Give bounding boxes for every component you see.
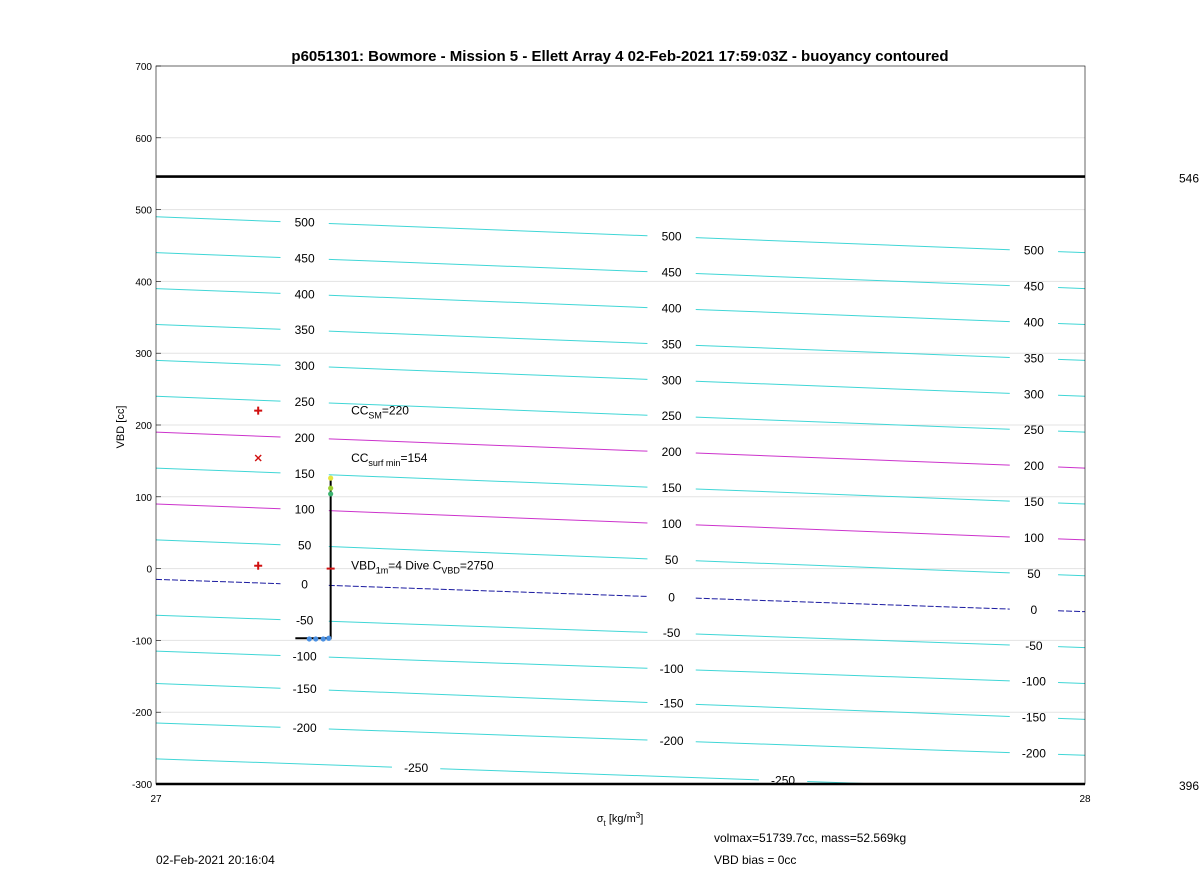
contour-line xyxy=(696,670,1010,681)
contour-line xyxy=(156,217,280,222)
x-axis-label xyxy=(597,811,644,828)
marker-plus xyxy=(254,407,262,415)
contour-lines xyxy=(156,216,1085,788)
annotation-label: $CC_{surf min}=154$ xyxy=(351,451,428,469)
axis-ticks xyxy=(132,62,1091,805)
contour-line xyxy=(329,690,648,702)
contour-label: 50 xyxy=(297,538,312,553)
footer-vbd-bias: VBD bias = 0cc xyxy=(714,853,797,867)
dive-point xyxy=(328,486,333,491)
contour-label: 250 xyxy=(1023,423,1044,438)
contour-line xyxy=(156,759,392,767)
contour-line xyxy=(156,253,280,258)
y-tick-label: 0 xyxy=(146,564,152,576)
contour-label: -100 xyxy=(292,649,317,664)
contour-label: 150 xyxy=(661,481,682,496)
contour-label: -250 xyxy=(771,773,796,788)
contour-line xyxy=(156,289,280,294)
contour-label: 250 xyxy=(294,395,315,410)
contour-label: 400 xyxy=(661,301,682,316)
contour-label: 100 xyxy=(1023,530,1044,545)
contour-line xyxy=(329,439,648,451)
contour-line xyxy=(1058,323,1085,324)
marker-cross xyxy=(255,455,261,461)
contour-label: 500 xyxy=(294,215,315,230)
contour-line xyxy=(329,367,648,379)
threshold-label: 546 xyxy=(1178,171,1199,186)
contour-line xyxy=(1058,395,1085,396)
contour-label: -250 xyxy=(404,760,429,775)
contour-label: 50 xyxy=(664,552,679,567)
contour-label: 350 xyxy=(661,337,682,352)
contour-label: 500 xyxy=(661,229,682,244)
contour-label: 0 xyxy=(301,577,308,592)
threshold-label: 396 xyxy=(1178,779,1199,793)
contour-label: -100 xyxy=(1021,674,1046,689)
contour-line xyxy=(1058,467,1085,468)
contour-line xyxy=(156,468,280,473)
y-axis-label: VBD [cc] xyxy=(115,405,127,449)
y-tick-label: 500 xyxy=(135,205,152,217)
chart-title: p6051301: Bowmore - Mission 5 - Ellett Array 4 02-Feb-2021 17:59:03Z - buoyancy contoured xyxy=(291,48,949,65)
contour-line xyxy=(156,683,280,688)
contour-label: 50 xyxy=(1027,566,1041,581)
contour-line xyxy=(696,345,1010,357)
contour-label: 150 xyxy=(294,466,315,481)
contour-line xyxy=(1058,647,1085,648)
contour-label: 100 xyxy=(661,516,682,531)
contour-line xyxy=(696,309,1010,321)
y-tick-label: 600 xyxy=(135,133,152,145)
contour-line xyxy=(156,615,280,619)
contour-line xyxy=(696,742,1010,753)
contour-line xyxy=(1058,683,1085,684)
contour-line xyxy=(440,769,759,780)
contour-line xyxy=(696,598,1010,609)
contour-label: 450 xyxy=(661,265,682,280)
annotation-label: $CC_{SM}=220$ xyxy=(351,403,409,421)
contour-label: 100 xyxy=(294,502,315,517)
contour-label: -100 xyxy=(659,662,684,677)
contour-line xyxy=(156,360,280,365)
contour-label: -200 xyxy=(659,733,684,748)
contour-line xyxy=(1058,611,1085,612)
contour-label: 300 xyxy=(1023,387,1044,402)
y-tick-label: -300 xyxy=(131,780,152,791)
contour-line xyxy=(156,723,280,727)
contour-label: -150 xyxy=(659,696,684,711)
x-axis-label-text: $\sigma_t$ $[kg/m^3]$ xyxy=(596,811,644,828)
contour-line xyxy=(156,540,280,545)
contour-line xyxy=(696,274,1010,286)
contour-line xyxy=(696,489,1010,501)
contour-label: -150 xyxy=(292,682,317,697)
contour-line xyxy=(696,453,1010,465)
contour-line xyxy=(1058,252,1085,253)
contour-label: -50 xyxy=(662,626,681,641)
contour-label: 400 xyxy=(1023,315,1044,330)
contour-label: -50 xyxy=(295,613,314,628)
contour-line xyxy=(1058,431,1085,432)
contour-line xyxy=(1058,575,1085,576)
contour-line xyxy=(696,561,1010,573)
x-tick-label: 27 xyxy=(150,794,162,805)
contour-label: 0 xyxy=(668,590,675,605)
contour-line xyxy=(329,511,648,523)
annotation-label: $VBD_{1m}=4$ Dive $C_{VBD}=2750$ xyxy=(351,558,494,576)
contour-line xyxy=(329,295,648,307)
dive-point xyxy=(307,636,312,641)
contour-label: 200 xyxy=(294,430,315,445)
contour-line xyxy=(696,417,1010,429)
contour-label: 450 xyxy=(294,251,315,266)
y-tick-label: 100 xyxy=(135,492,152,504)
contour-line xyxy=(329,475,648,487)
contour-line xyxy=(696,525,1010,537)
dive-point xyxy=(328,476,333,481)
contour-line xyxy=(329,331,648,343)
contour-line xyxy=(1058,754,1085,755)
contour-line xyxy=(329,729,648,740)
contour-label: 0 xyxy=(1030,602,1038,617)
contour-line xyxy=(329,259,648,271)
contour-label: -50 xyxy=(1025,638,1043,653)
contour-line xyxy=(156,579,280,583)
contour-line xyxy=(1058,503,1085,504)
contour-line xyxy=(696,704,1010,716)
contour-label: 200 xyxy=(1023,459,1044,474)
y-tick-label: 400 xyxy=(135,277,152,289)
contour-label: 250 xyxy=(661,409,682,424)
contour-line xyxy=(156,504,280,509)
contour-line xyxy=(696,381,1010,393)
contour-line xyxy=(1058,718,1085,719)
contour-line xyxy=(329,585,648,596)
contour-label: 300 xyxy=(294,359,315,374)
contour-line xyxy=(329,223,648,235)
y-tick-label: 700 xyxy=(135,62,152,73)
contour-line xyxy=(696,238,1010,250)
contour-label: -150 xyxy=(1021,710,1046,725)
y-tick-label: -200 xyxy=(131,708,152,720)
contour-label: -200 xyxy=(292,721,317,736)
contour-line xyxy=(156,432,280,437)
contour-label: -200 xyxy=(1021,746,1046,761)
contour-line xyxy=(156,651,280,655)
contour-line xyxy=(1058,288,1085,289)
contour-line xyxy=(696,634,1010,645)
y-tick-label: -100 xyxy=(131,636,152,648)
contour-label: 150 xyxy=(1023,495,1044,510)
contour-label: 400 xyxy=(294,287,315,302)
dive-point xyxy=(321,636,326,641)
contour-label: 450 xyxy=(1023,279,1044,294)
dive-point xyxy=(313,636,318,641)
y-tick-label: 300 xyxy=(135,349,152,361)
contour-line xyxy=(156,324,280,329)
footer-timestamp: 02-Feb-2021 20:16:04 xyxy=(156,853,275,867)
y-tick-label: 200 xyxy=(135,421,152,432)
contour-line xyxy=(329,657,648,668)
contour-line xyxy=(329,621,648,632)
contour-line xyxy=(156,396,280,401)
contour-line xyxy=(1058,539,1085,540)
contour-label: 500 xyxy=(1023,243,1044,258)
contour-line xyxy=(329,547,648,559)
contour-label: 300 xyxy=(661,373,682,388)
contour-label: 350 xyxy=(294,323,315,338)
contour-label: 200 xyxy=(661,445,682,460)
contour-label: 350 xyxy=(1023,351,1044,366)
contour-line xyxy=(1058,359,1085,360)
dive-point xyxy=(326,636,331,641)
dive-point xyxy=(328,491,333,496)
footer-volmax-mass: volmax=51739.7cc, mass=52.569kg xyxy=(714,831,907,845)
x-tick-label: 28 xyxy=(1079,794,1091,805)
